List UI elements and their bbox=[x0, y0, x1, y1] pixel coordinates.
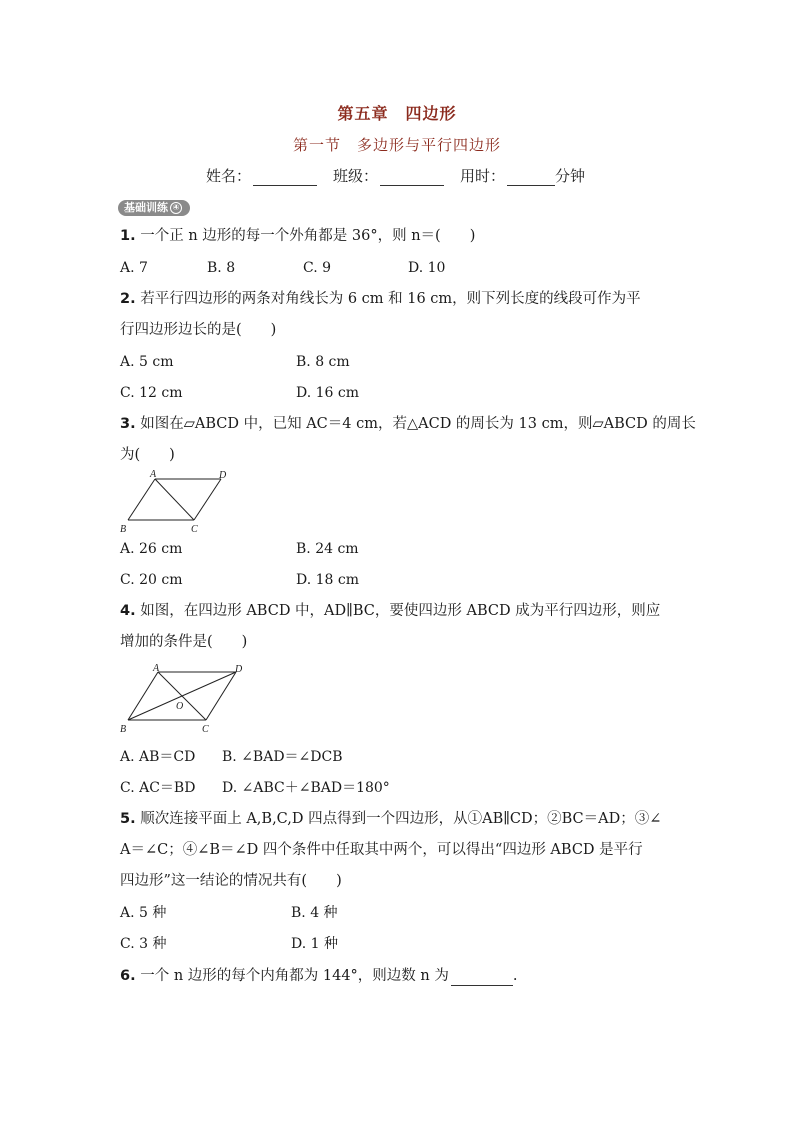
option-b[interactable]: B. ∠BAD＝∠DCB bbox=[222, 749, 343, 765]
option-a[interactable]: A. 5 cm bbox=[120, 354, 174, 370]
vertex-a-label: A bbox=[150, 469, 157, 480]
option-a[interactable]: A. 7 bbox=[120, 260, 148, 276]
option-d[interactable]: D. ∠ABC＋∠BAD＝180° bbox=[222, 780, 390, 796]
question-1 bbox=[120, 226, 475, 246]
option-b[interactable]: B. 8 bbox=[207, 260, 236, 276]
class-blank[interactable] bbox=[380, 170, 444, 186]
question-text: 一个 n 边形的每个内角都为 144°，则边数 n 为 bbox=[140, 968, 449, 984]
option-d[interactable]: D. 16 cm bbox=[296, 385, 360, 401]
section-badge bbox=[118, 200, 190, 216]
question-text-line-3: 四边形”这一结论的情况共有( ) bbox=[120, 873, 342, 889]
vertex-b-label: B bbox=[120, 524, 127, 535]
diagonal-ac bbox=[155, 479, 194, 520]
option-b[interactable]: B. 24 cm bbox=[296, 541, 359, 557]
chapter-title: 第五章 四边形 bbox=[337, 104, 457, 123]
vertex-d-label: D bbox=[219, 470, 227, 481]
time-blank[interactable] bbox=[507, 170, 555, 186]
center-o-label: O bbox=[176, 701, 184, 712]
option-d[interactable]: D. 10 bbox=[408, 260, 446, 276]
vertex-d-label: D bbox=[235, 664, 243, 675]
class-label: 班级： bbox=[333, 167, 379, 185]
parallelogram-figure-q3 bbox=[118, 468, 238, 536]
question-text: 如图在▱ABCD 中，已知 AC＝4 cm，若△ACD 的周长为 13 cm，则▱ABCD 的周长 bbox=[140, 416, 696, 432]
vertex-c-label: C bbox=[202, 724, 209, 735]
question-text-line-2: 行四边形边长的是( ) bbox=[120, 322, 277, 338]
badge-label: 基础训练 bbox=[124, 201, 168, 214]
question-5 bbox=[120, 809, 661, 829]
time-unit: 分钟 bbox=[555, 167, 586, 185]
vertex-c-label: C bbox=[191, 524, 198, 535]
edge-ab bbox=[128, 479, 155, 520]
question-number: 6. bbox=[120, 968, 136, 984]
option-c[interactable]: C. 9 bbox=[303, 260, 332, 276]
question-text-line-2: 为( ) bbox=[120, 447, 175, 463]
name-field[interactable] bbox=[206, 165, 317, 186]
vertex-b-label: B bbox=[120, 724, 127, 735]
question-text: 一个正 n 边形的每一个外角都是 36°，则 n＝( ) bbox=[140, 228, 476, 244]
answer-blank[interactable] bbox=[451, 970, 513, 986]
option-d[interactable]: D. 1 种 bbox=[291, 936, 338, 952]
time-label: 用时： bbox=[460, 167, 506, 185]
name-blank[interactable] bbox=[253, 170, 317, 186]
question-text: 顺次连接平面上 A,B,C,D 四点得到一个四边形，从①AB∥CD；②BC＝AD；③∠ bbox=[140, 811, 662, 827]
question-3 bbox=[120, 414, 696, 434]
class-field[interactable] bbox=[333, 165, 444, 186]
badge-number-icon: ④ bbox=[170, 202, 182, 214]
question-text: 如图，在四边形 ABCD 中，AD∥BC，要使四边形 ABCD 成为平行四边形，则应 bbox=[140, 603, 661, 619]
option-c[interactable]: C. 3 种 bbox=[120, 936, 167, 952]
option-b[interactable]: B. 8 cm bbox=[296, 354, 350, 370]
question-2 bbox=[120, 289, 641, 309]
question-6 bbox=[120, 966, 517, 986]
section-title: 第一节 多边形与平行四边形 bbox=[292, 136, 501, 154]
question-4 bbox=[120, 601, 660, 621]
option-c[interactable]: C. 20 cm bbox=[120, 572, 183, 588]
question-text: 若平行四边形的两条对角线长为 6 cm 和 16 cm，则下列长度的线段可作为平 bbox=[140, 291, 641, 307]
vertex-a-label: A bbox=[153, 663, 160, 674]
question-number: 4. bbox=[120, 603, 136, 619]
option-a[interactable]: A. 5 种 bbox=[120, 905, 167, 921]
question-number: 3. bbox=[120, 416, 136, 432]
option-d[interactable]: D. 18 cm bbox=[296, 572, 360, 588]
name-label: 姓名： bbox=[206, 167, 252, 185]
edge-cd bbox=[194, 479, 221, 520]
parallelogram-figure-q4 bbox=[118, 662, 253, 736]
time-field[interactable] bbox=[460, 165, 585, 186]
diagonal-bd bbox=[128, 672, 236, 720]
option-b[interactable]: B. 4 种 bbox=[291, 905, 338, 921]
question-text-line-2: A＝∠C；④∠B＝∠D 四个条件中任取其中两个，可以得出“四边形 ABCD 是平行 bbox=[120, 842, 643, 858]
option-c[interactable]: C. AC＝BD bbox=[120, 780, 196, 796]
option-c[interactable]: C. 12 cm bbox=[120, 385, 183, 401]
option-a[interactable]: A. AB＝CD bbox=[120, 749, 196, 765]
question-number: 5. bbox=[120, 811, 136, 827]
option-a[interactable]: A. 26 cm bbox=[120, 541, 183, 557]
question-number: 1. bbox=[120, 228, 136, 244]
question-text-line-2: 增加的条件是( ) bbox=[120, 634, 248, 650]
question-number: 2. bbox=[120, 291, 136, 307]
question-tail: . bbox=[512, 968, 518, 984]
